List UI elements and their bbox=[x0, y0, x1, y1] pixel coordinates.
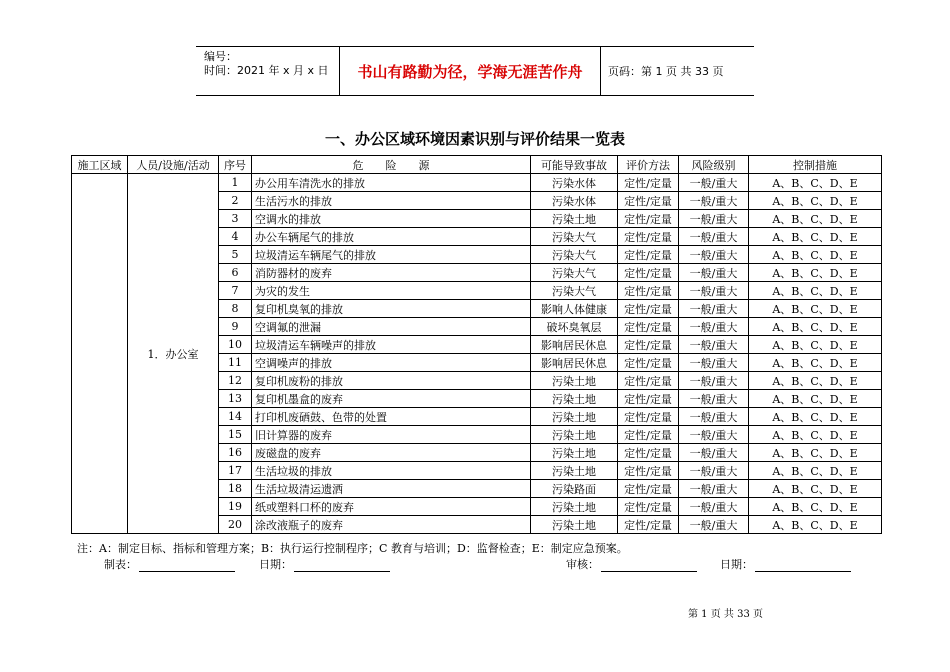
level-cell: 一般/重大 bbox=[679, 372, 749, 390]
measures-cell: A、B、C、D、E bbox=[749, 516, 882, 534]
accident-cell: 破坏臭氧层 bbox=[531, 318, 618, 336]
method-cell: 定性/定量 bbox=[618, 192, 679, 210]
level-cell: 一般/重大 bbox=[679, 192, 749, 210]
accident-cell: 污染土地 bbox=[531, 426, 618, 444]
method-cell: 定性/定量 bbox=[618, 246, 679, 264]
level-cell: 一般/重大 bbox=[679, 354, 749, 372]
row-no-cell: 13 bbox=[219, 390, 252, 408]
measures-cell: A、B、C、D、E bbox=[749, 354, 882, 372]
measures-cell: A、B、C、D、E bbox=[749, 336, 882, 354]
hazard-cell: 废磁盘的废弃 bbox=[252, 444, 531, 462]
method-cell: 定性/定量 bbox=[618, 516, 679, 534]
measures-cell: A、B、C、D、E bbox=[749, 480, 882, 498]
row-no-cell: 17 bbox=[219, 462, 252, 480]
measures-cell: A、B、C、D、E bbox=[749, 246, 882, 264]
activity-cell: 1．办公室 bbox=[128, 174, 219, 534]
level-cell: 一般/重大 bbox=[679, 336, 749, 354]
header-motto: 书山有路勤为径，学海无涯苦作舟 bbox=[339, 47, 601, 95]
accident-cell: 污染大气 bbox=[531, 282, 618, 300]
col-header-measures: 控制措施 bbox=[749, 156, 882, 174]
level-cell: 一般/重大 bbox=[679, 408, 749, 426]
measures-cell: A、B、C、D、E bbox=[749, 210, 882, 228]
col-header-method: 评价方法 bbox=[618, 156, 679, 174]
measures-cell: A、B、C、D、E bbox=[749, 192, 882, 210]
method-cell: 定性/定量 bbox=[618, 480, 679, 498]
accident-cell: 污染土地 bbox=[531, 408, 618, 426]
level-cell: 一般/重大 bbox=[679, 426, 749, 444]
hazard-cell: 复印机墨盒的废弃 bbox=[252, 390, 531, 408]
measures-cell: A、B、C、D、E bbox=[749, 426, 882, 444]
level-cell: 一般/重大 bbox=[679, 390, 749, 408]
accident-cell: 污染土地 bbox=[531, 372, 618, 390]
row-no-cell: 14 bbox=[219, 408, 252, 426]
prepared-by-label: 制表： bbox=[104, 558, 137, 571]
method-cell: 定性/定量 bbox=[618, 174, 679, 192]
level-cell: 一般/重大 bbox=[679, 282, 749, 300]
measures-cell: A、B、C、D、E bbox=[749, 498, 882, 516]
level-cell: 一般/重大 bbox=[679, 228, 749, 246]
hazard-cell: 复印机废粉的排放 bbox=[252, 372, 531, 390]
level-cell: 一般/重大 bbox=[679, 462, 749, 480]
row-no-cell: 6 bbox=[219, 264, 252, 282]
hazard-cell: 生活垃圾的排放 bbox=[252, 462, 531, 480]
accident-cell: 影响居民休息 bbox=[531, 336, 618, 354]
accident-cell: 污染土地 bbox=[531, 210, 618, 228]
method-cell: 定性/定量 bbox=[618, 282, 679, 300]
method-cell: 定性/定量 bbox=[618, 354, 679, 372]
row-no-cell: 9 bbox=[219, 318, 252, 336]
col-header-accident: 可能导致事故 bbox=[531, 156, 618, 174]
row-no-cell: 15 bbox=[219, 426, 252, 444]
measures-cell: A、B、C、D、E bbox=[749, 174, 882, 192]
page-footer: 第 1 页 共 33 页 bbox=[688, 609, 763, 620]
hazard-table bbox=[71, 155, 882, 534]
accident-cell: 污染水体 bbox=[531, 174, 618, 192]
level-cell: 一般/重大 bbox=[679, 318, 749, 336]
measures-cell: A、B、C、D、E bbox=[749, 390, 882, 408]
method-cell: 定性/定量 bbox=[618, 210, 679, 228]
table-body bbox=[72, 174, 882, 534]
row-no-cell: 8 bbox=[219, 300, 252, 318]
hazard-cell: 办公用车清洗水的排放 bbox=[252, 174, 531, 192]
method-cell: 定性/定量 bbox=[618, 444, 679, 462]
accident-cell: 污染土地 bbox=[531, 498, 618, 516]
row-no-cell: 3 bbox=[219, 210, 252, 228]
measures-cell: A、B、C、D、E bbox=[749, 228, 882, 246]
reviewed-by bbox=[566, 556, 697, 572]
document-header bbox=[196, 46, 754, 96]
hazard-cell: 垃圾清运车辆尾气的排放 bbox=[252, 246, 531, 264]
level-cell: 一般/重大 bbox=[679, 210, 749, 228]
accident-cell: 污染土地 bbox=[531, 390, 618, 408]
reviewed-by-blank bbox=[601, 560, 697, 572]
accident-cell: 污染大气 bbox=[531, 228, 618, 246]
accident-cell: 污染土地 bbox=[531, 462, 618, 480]
row-no-cell: 20 bbox=[219, 516, 252, 534]
row-no-cell: 11 bbox=[219, 354, 252, 372]
method-cell: 定性/定量 bbox=[618, 318, 679, 336]
row-no-cell: 7 bbox=[219, 282, 252, 300]
hazard-cell: 纸或塑料口杯的废弃 bbox=[252, 498, 531, 516]
prepared-by bbox=[104, 556, 235, 572]
hazard-cell: 消防器材的废弃 bbox=[252, 264, 531, 282]
row-no-cell: 5 bbox=[219, 246, 252, 264]
accident-cell: 污染土地 bbox=[531, 444, 618, 462]
method-cell: 定性/定量 bbox=[618, 426, 679, 444]
level-cell: 一般/重大 bbox=[679, 516, 749, 534]
hazard-cell: 为灾的发生 bbox=[252, 282, 531, 300]
measures-cell: A、B、C、D、E bbox=[749, 444, 882, 462]
header-page-label: 页码：第 1 页 共 33 页 bbox=[608, 65, 724, 78]
page-title: 一、办公区域环境因素识别与评价结果一览表 bbox=[324, 130, 625, 148]
level-cell: 一般/重大 bbox=[679, 300, 749, 318]
method-cell: 定性/定量 bbox=[618, 462, 679, 480]
measures-cell: A、B、C、D、E bbox=[749, 408, 882, 426]
level-cell: 一般/重大 bbox=[679, 264, 749, 282]
col-header-level: 风险级别 bbox=[679, 156, 749, 174]
col-header-area: 施工区域 bbox=[72, 156, 128, 174]
hazard-cell: 复印机臭氧的排放 bbox=[252, 300, 531, 318]
date-2 bbox=[720, 556, 851, 572]
hazard-cell: 办公车辆尾气的排放 bbox=[252, 228, 531, 246]
date-1-label: 日期： bbox=[259, 558, 292, 571]
hazard-cell: 涂改液瓶子的废弃 bbox=[252, 516, 531, 534]
col-header-activity: 人员/设施/活动 bbox=[128, 156, 219, 174]
hazard-cell: 空调噪声的排放 bbox=[252, 354, 531, 372]
date-1 bbox=[259, 556, 390, 572]
reviewed-by-label: 审核： bbox=[566, 558, 599, 571]
measures-cell: A、B、C、D、E bbox=[749, 282, 882, 300]
note: 注：A：制定目标、指标和管理方案；B：执行运行控制程序；C 教育与培训；D：监督检查；E：制定应急预案。 bbox=[77, 542, 628, 555]
accident-cell: 污染路面 bbox=[531, 480, 618, 498]
method-cell: 定性/定量 bbox=[618, 264, 679, 282]
method-cell: 定性/定量 bbox=[618, 498, 679, 516]
measures-cell: A、B、C、D、E bbox=[749, 300, 882, 318]
level-cell: 一般/重大 bbox=[679, 444, 749, 462]
row-no-cell: 2 bbox=[219, 192, 252, 210]
header-meta bbox=[196, 47, 339, 95]
col-header-hazard: 危 险 源 bbox=[252, 156, 531, 174]
accident-cell: 影响居民休息 bbox=[531, 354, 618, 372]
row-no-cell: 12 bbox=[219, 372, 252, 390]
number-label: 编号： bbox=[204, 50, 237, 63]
hazard-cell: 空调氟的泄漏 bbox=[252, 318, 531, 336]
hazard-cell: 生活污水的排放 bbox=[252, 192, 531, 210]
table-header-row bbox=[72, 156, 882, 174]
measures-cell: A、B、C、D、E bbox=[749, 318, 882, 336]
row-no-cell: 10 bbox=[219, 336, 252, 354]
accident-cell: 污染水体 bbox=[531, 192, 618, 210]
method-cell: 定性/定量 bbox=[618, 228, 679, 246]
level-cell: 一般/重大 bbox=[679, 246, 749, 264]
accident-cell: 污染大气 bbox=[531, 264, 618, 282]
date-2-blank bbox=[755, 560, 851, 572]
accident-cell: 污染土地 bbox=[531, 516, 618, 534]
measures-cell: A、B、C、D、E bbox=[749, 372, 882, 390]
level-cell: 一般/重大 bbox=[679, 174, 749, 192]
level-cell: 一般/重大 bbox=[679, 498, 749, 516]
prepared-by-blank bbox=[139, 560, 235, 572]
measures-cell: A、B、C、D、E bbox=[749, 264, 882, 282]
row-no-cell: 4 bbox=[219, 228, 252, 246]
table-row bbox=[72, 174, 882, 192]
hazard-cell: 打印机废硒鼓、色带的处置 bbox=[252, 408, 531, 426]
method-cell: 定性/定量 bbox=[618, 300, 679, 318]
accident-cell: 影响人体健康 bbox=[531, 300, 618, 318]
hazard-cell: 空调水的排放 bbox=[252, 210, 531, 228]
method-cell: 定性/定量 bbox=[618, 390, 679, 408]
row-no-cell: 19 bbox=[219, 498, 252, 516]
row-no-cell: 18 bbox=[219, 480, 252, 498]
date-2-label: 日期： bbox=[720, 558, 753, 571]
method-cell: 定性/定量 bbox=[618, 372, 679, 390]
method-cell: 定性/定量 bbox=[618, 408, 679, 426]
hazard-cell: 旧计算器的废弃 bbox=[252, 426, 531, 444]
row-no-cell: 1 bbox=[219, 174, 252, 192]
accident-cell: 污染大气 bbox=[531, 246, 618, 264]
method-cell: 定性/定量 bbox=[618, 336, 679, 354]
row-no-cell: 16 bbox=[219, 444, 252, 462]
time-label: 时间：2021 年 x 月 x 日 bbox=[204, 64, 329, 77]
measures-cell: A、B、C、D、E bbox=[749, 462, 882, 480]
level-cell: 一般/重大 bbox=[679, 480, 749, 498]
date-1-blank bbox=[294, 560, 390, 572]
col-header-no: 序号 bbox=[219, 156, 252, 174]
area-cell bbox=[72, 174, 128, 534]
hazard-cell: 生活垃圾清运遗洒 bbox=[252, 480, 531, 498]
hazard-cell: 垃圾清运车辆噪声的排放 bbox=[252, 336, 531, 354]
